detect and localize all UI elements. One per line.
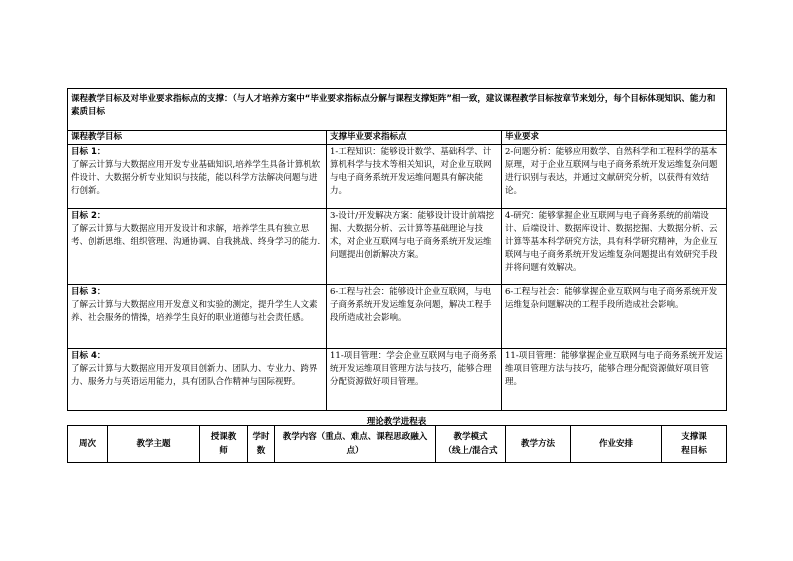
header-content: 教学内容（重点、难点、课程思政融入 点） [275, 426, 436, 463]
header-teacher: 授课教 师 [200, 426, 248, 463]
intro-text: 课程教学目标及对毕业要求指标点的支撑：（与人才培养方案中“毕业要求指标点分解与课程支撑矩阵”相一致，建议课程教学目标按章节来划分，每个目标体现知识、能力和素质目标 [71, 94, 716, 117]
requirement-cell: 2-问题分析：能够应用数学、自然科学和工程科学的基本原理，对于企业互联网与电子商务系统开发运维复杂问题进行识别与表达，并通过文献研究分析，以获得有效结论。 [502, 145, 727, 209]
header-homework: 作业安排 [571, 426, 662, 463]
goal-text: 了解云计算与大数据应用开发项目创新力、团队力、专业力、跨界力、服务力与英语运用能力，具有团队合作精神与国际视野。 [71, 364, 318, 387]
table-row [68, 145, 727, 209]
header-support-goal: 支撑课 程目标 [662, 426, 727, 463]
progress-table-title: 理论教学进程表 [366, 417, 427, 427]
objectives-table [67, 88, 727, 411]
header-method: 教学方法 [506, 426, 571, 463]
goal-text: 了解云计算与大数据应用开发设计和求解，培养学生具有独立思考、创新思维、组织管理、沟通协调、自我挑战、终身学习的能力. [71, 224, 321, 247]
goal-label: 目标 1： [71, 147, 106, 157]
objectives-intro [68, 89, 727, 131]
goal-cell [68, 349, 327, 411]
goal-cell [68, 145, 327, 209]
header-hours: 学时 数 [248, 426, 275, 463]
goal-cell [68, 209, 327, 285]
table-row [68, 285, 727, 349]
indicator-cell: 1-工程知识：能够设计数学、基础科学、计算机科学与技术等相关知识，对企业互联网与电子商务系统开发运维问题具有解决能力。 [327, 145, 502, 209]
requirement-cell: 4-研究：能够掌握企业互联网与电子商务系统的前端设计、后端设计、数据库设计、数据挖掘、大数据分析、云计算等基本科学研究方法，具有科学研究精神，为企业互联网与电子商务系统开发运维复杂问题提出有效研究手段并将问题有效解决。 [502, 209, 727, 285]
header-mode: 教学模式 （线上/混合式 [436, 426, 506, 463]
indicator-cell: 3-设计/开发解决方案：能够设计设计前端挖掘、大数据分析、云计算等基础理论与技术，对企业互联网与电子商务系统开发运维问题提出创新解决方案。 [327, 209, 502, 285]
goal-text: 了解云计算与大数据应用开发专业基础知识,培养学生具备计算机软件设计、大数据分析专业知识与技能，能以科学方法解决问题与进行创新。 [71, 160, 321, 196]
header-indicator: 支撑毕业要求指标点 [327, 131, 502, 145]
indicator-cell: 11-项目管理：学会企业互联网与电子商务系统开发运维项目管理方法与技巧，能够合理分配资源做好项目管理。 [327, 349, 502, 411]
header-week: 周次 [68, 426, 108, 463]
table-row [68, 209, 727, 285]
table-row [68, 349, 727, 411]
goal-cell [68, 285, 327, 349]
goal-label: 目标 3： [71, 287, 106, 297]
progress-table [67, 425, 727, 463]
header-course-goal: 课程教学目标 [68, 131, 327, 145]
indicator-cell: 6-工程与社会：能够设计企业互联网，与电子商务系统开发运维复杂问题，解决工程手段所造成社会影响。 [327, 285, 502, 349]
header-topic: 教学主题 [108, 426, 200, 463]
header-requirement: 毕业要求 [502, 131, 727, 145]
goal-label: 目标 2： [71, 211, 106, 221]
requirement-cell: 11-项目管理：能够掌握企业互联网与电子商务系统开发运维项目管理方法与技巧，能够合理分配资源做好项目管理。 [502, 349, 727, 411]
goal-label: 目标 4： [71, 351, 106, 361]
goal-text: 了解云计算与大数据应用开发意义和实验的测定，提升学生人文素养、社会服务的情操，培养学生良好的职业道德与社会责任感。 [71, 300, 318, 323]
requirement-cell: 6-工程与社会：能够掌握企业互联网与电子商务系统开发运维复杂问题解决的工程手段所造成社会影响。 [502, 285, 727, 349]
